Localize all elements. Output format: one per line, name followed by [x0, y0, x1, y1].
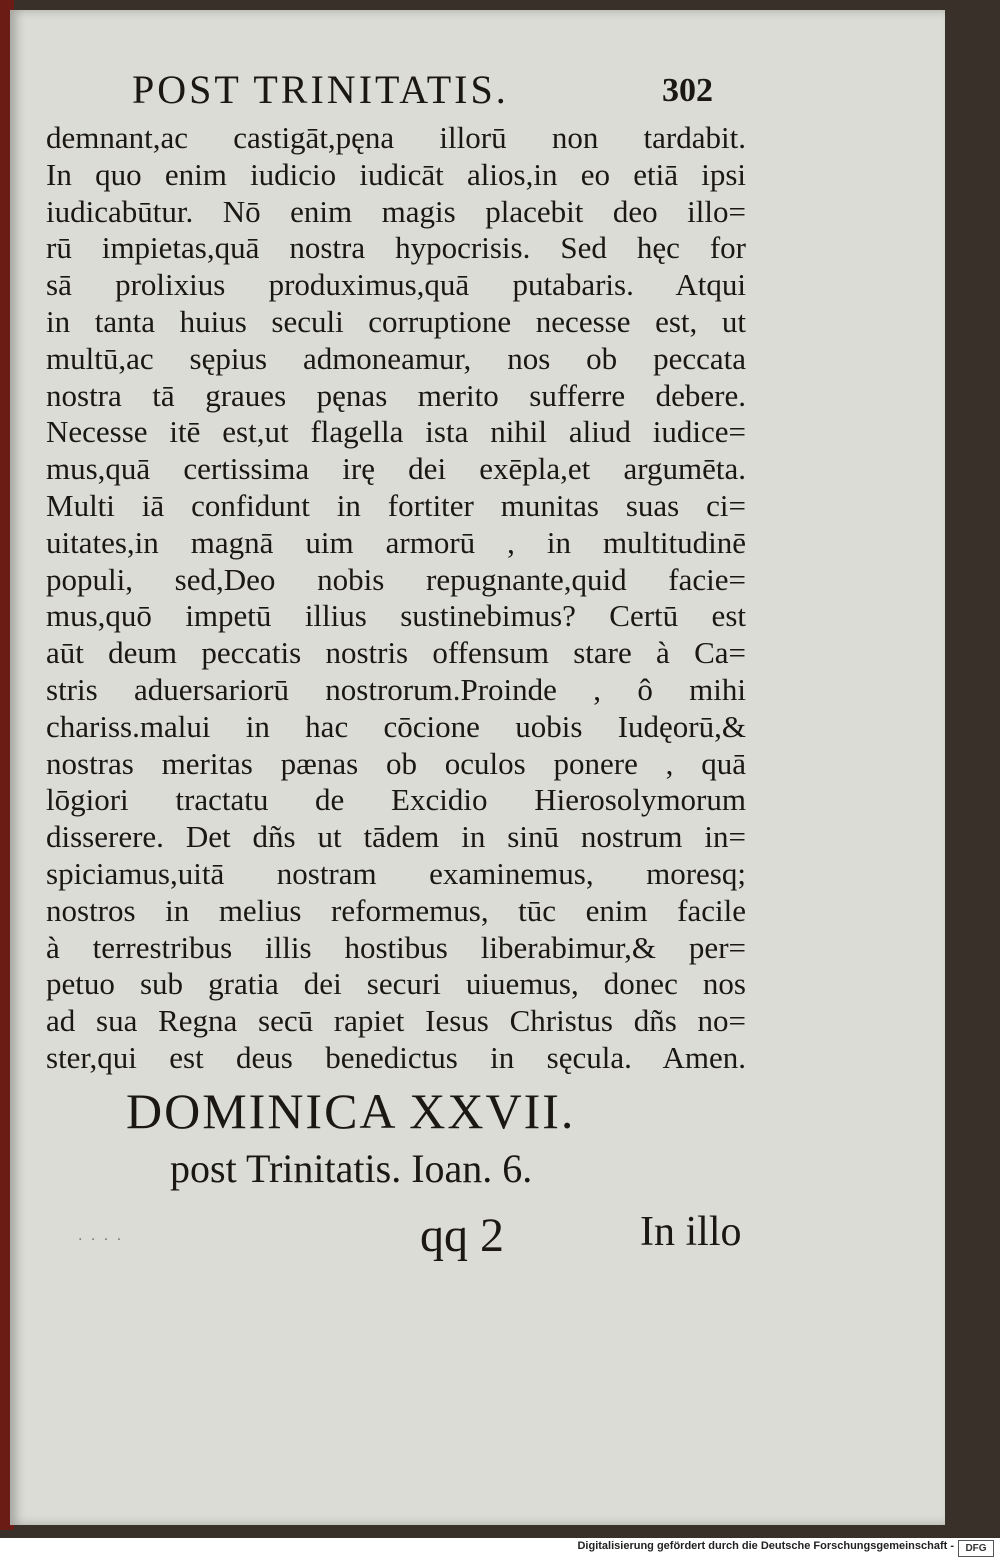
text-line: chariss.malui in hac cōcione uobis Iudęorū,&	[46, 708, 746, 744]
text-line: Multi iā confidunt in fortiter munitas suas ci=	[46, 487, 746, 523]
body-text	[46, 120, 746, 1077]
text-line: aūt deum peccatis nostris offensum stare à Ca=	[46, 635, 746, 671]
text-line: rū impietas,quā nostra hypocrisis. Sed hęc for	[46, 230, 746, 266]
ink-specks: · · · ·	[78, 1232, 124, 1248]
credit-text: Digitalisierung gefördert durch die Deutsche Forschungsgemeinschaft -	[577, 1540, 954, 1552]
section-heading: DOMINICA XXVII.	[126, 1083, 576, 1139]
text-line: sā prolixius produximus,quā putabaris. Atqui	[46, 267, 746, 303]
dfg-logo: DFG	[958, 1540, 994, 1557]
text-line: In quo enim iudicio iudicāt alios,in eo etiā ipsi	[46, 156, 746, 192]
text-line: nostras meritas pænas ob oculos ponere , quā	[46, 745, 746, 781]
text-line: in tanta huius seculi corruptione necesse est, ut	[46, 303, 746, 339]
catchword: In illo	[640, 1209, 742, 1255]
section-subheading: post Trinitatis. Ioan. 6.	[170, 1146, 533, 1191]
text-line: ad sua Regna secū rapiet Iesus Christus dñs no=	[46, 1003, 746, 1039]
text-line: multū,ac sępius admoneamur, nos ob peccata	[46, 340, 746, 376]
text-line: mus,quō impetū illius sustinebimus? Certū est	[46, 598, 746, 634]
text-line: demnant,ac castigāt,pęna illorū non tardabit.	[46, 120, 746, 155]
page-number: 302	[662, 72, 713, 109]
text-line: nostra tā graues pęnas merito sufferre debere.	[46, 377, 746, 413]
text-line: petuo sub gratia dei securi uiuemus, donec nos	[46, 966, 746, 1002]
text-line: nostros in melius reformemus, tūc enim facile	[46, 892, 746, 928]
running-head: POST TRINITATIS.	[132, 67, 509, 112]
text-line: populi, sed,Deo nobis repugnante,quid facie=	[46, 561, 746, 597]
text-line: lōgiori tractatu de Excidio Hierosolymorum	[46, 782, 746, 818]
text-line: Necesse itē est,ut flagella ista nihil aliud iudice=	[46, 414, 746, 450]
text-line: iudicabūtur. Nō enim magis placebit deo illo=	[46, 193, 746, 229]
text-line: uitates,in magnā uim armorū , in multitudinē	[46, 524, 746, 560]
signature-mark: qq 2	[420, 1209, 504, 1262]
text-line: spiciamus,uitā nostram examinemus, moresq;	[46, 855, 746, 891]
credit-bar	[0, 1538, 1000, 1558]
book-page	[10, 10, 945, 1525]
text-line: stris aduersariorū nostrorum.Proinde , ô mihi	[46, 671, 746, 707]
text-line: ster,qui est deus benedictus in sęcula. Amen.	[46, 1039, 746, 1075]
text-line: à terrestribus illis hostibus liberabimur,& per=	[46, 929, 746, 965]
text-line: mus,quā certissima irę dei exēpla,et argumēta.	[46, 451, 746, 487]
text-line: disserere. Det dñs ut tādem in sinū nostrum in=	[46, 819, 746, 855]
